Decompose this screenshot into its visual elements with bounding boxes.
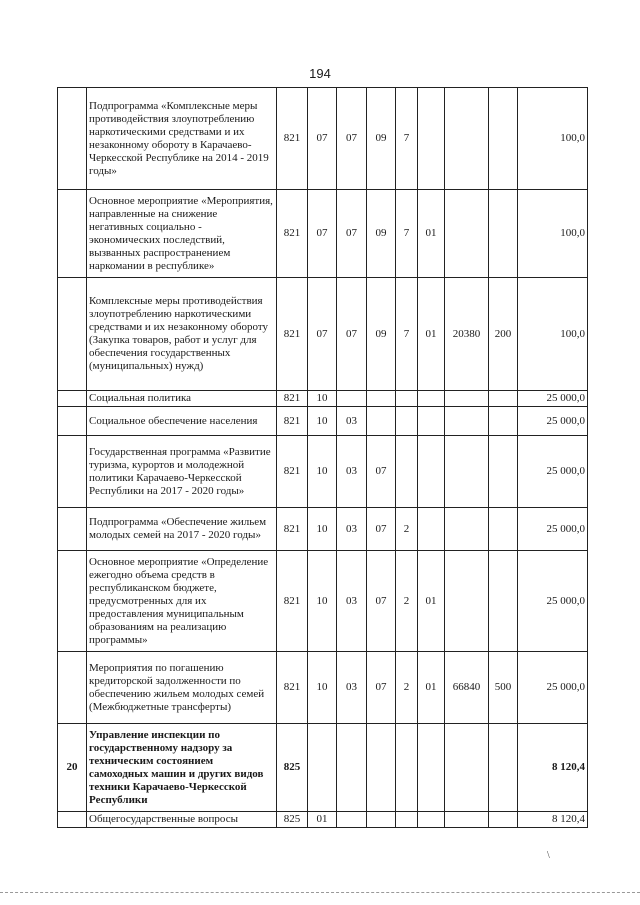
row-number	[58, 436, 87, 508]
expense-type-code	[489, 724, 518, 812]
row-number	[58, 508, 87, 551]
section-code: 10	[308, 508, 337, 551]
table-row	[58, 551, 588, 652]
amount: 25 000,0	[518, 551, 588, 652]
expense-type-code	[489, 88, 518, 190]
row-name: Мероприятия по погашению кредиторской задолженности по обеспечению жильем молодых семей (Межбюджетные трансферты)	[87, 652, 277, 724]
subprogram-code	[396, 391, 418, 407]
row-name: Управление инспекции по государственному надзору за техническим состоянием самоходных машин и других видов техники Карачаево-Черкесской Республики	[87, 724, 277, 812]
subprogram-code: 2	[396, 508, 418, 551]
activity-code: 01	[418, 652, 445, 724]
page-edge-line	[0, 892, 640, 893]
program-code	[367, 812, 396, 828]
section-code	[308, 724, 337, 812]
activity-code	[418, 391, 445, 407]
program-code: 09	[367, 278, 396, 391]
activity-code	[418, 508, 445, 551]
row-name: Государственная программа «Развитие туризма, курортов и молодежной политики Карачаево-Черкесской Республики на 2017 - 2020 годы»	[87, 436, 277, 508]
row-number	[58, 190, 87, 278]
ministry-code: 821	[277, 407, 308, 436]
section-code: 10	[308, 652, 337, 724]
ministry-code: 825	[277, 812, 308, 828]
table-row	[58, 407, 588, 436]
ministry-code: 821	[277, 278, 308, 391]
row-number	[58, 407, 87, 436]
subsection-code: 03	[337, 652, 367, 724]
direction-code: 66840	[445, 652, 489, 724]
row-name: Социальная политика	[87, 391, 277, 407]
table-row	[58, 724, 588, 812]
amount: 25 000,0	[518, 508, 588, 551]
amount: 25 000,0	[518, 436, 588, 508]
row-number	[58, 278, 87, 391]
ministry-code: 821	[277, 508, 308, 551]
ministry-code: 821	[277, 652, 308, 724]
direction-code	[445, 436, 489, 508]
subsection-code	[337, 724, 367, 812]
row-name: Подпрограмма «Обеспечение жильем молодых семей на 2017 - 2020 годы»	[87, 508, 277, 551]
section-code: 01	[308, 812, 337, 828]
expense-type-code	[489, 391, 518, 407]
program-code: 09	[367, 190, 396, 278]
amount: 25 000,0	[518, 391, 588, 407]
row-name: Подпрограмма «Комплексные меры противодействия злоупотреблению наркотическими средствами и их незаконному обороту в Карачаево-Черкесской Республике на 2014 - 2019 годы»	[87, 88, 277, 190]
activity-code	[418, 436, 445, 508]
activity-code: 01	[418, 190, 445, 278]
activity-code	[418, 407, 445, 436]
activity-code: 01	[418, 551, 445, 652]
program-code: 07	[367, 436, 396, 508]
activity-code	[418, 724, 445, 812]
table-row	[58, 278, 588, 391]
direction-code	[445, 190, 489, 278]
subprogram-code: 7	[396, 88, 418, 190]
section-code: 10	[308, 407, 337, 436]
subprogram-code	[396, 724, 418, 812]
section-code: 10	[308, 391, 337, 407]
direction-code	[445, 551, 489, 652]
subsection-code: 07	[337, 278, 367, 391]
section-code: 10	[308, 436, 337, 508]
expense-type-code: 200	[489, 278, 518, 391]
direction-code	[445, 407, 489, 436]
amount: 25 000,0	[518, 652, 588, 724]
page-number: 194	[309, 66, 331, 81]
row-number	[58, 652, 87, 724]
table-row	[58, 436, 588, 508]
expense-type-code	[489, 190, 518, 278]
program-code: 09	[367, 88, 396, 190]
ministry-code: 821	[277, 551, 308, 652]
row-name: Социальное обеспечение населения	[87, 407, 277, 436]
ministry-code: 821	[277, 436, 308, 508]
row-name: Основное мероприятие «Определение ежегодно объема средств в республиканском бюджете, предусмотренных для их предоставления муниципальным образованиям на реализацию программы»	[87, 551, 277, 652]
direction-code: 20380	[445, 278, 489, 391]
direction-code	[445, 812, 489, 828]
program-code	[367, 391, 396, 407]
subsection-code: 07	[337, 190, 367, 278]
program-code: 07	[367, 508, 396, 551]
table-row	[58, 88, 588, 190]
subsection-code	[337, 812, 367, 828]
program-code: 07	[367, 652, 396, 724]
table-row	[58, 508, 588, 551]
row-name: Общегосударственные вопросы	[87, 812, 277, 828]
expense-type-code	[489, 508, 518, 551]
subprogram-code: 2	[396, 551, 418, 652]
subsection-code: 07	[337, 88, 367, 190]
direction-code	[445, 724, 489, 812]
subprogram-code: 7	[396, 278, 418, 391]
section-code: 10	[308, 551, 337, 652]
row-number	[58, 551, 87, 652]
subsection-code: 03	[337, 551, 367, 652]
subsection-code: 03	[337, 508, 367, 551]
scan-mark: \	[547, 850, 550, 861]
expense-type-code: 500	[489, 652, 518, 724]
subsection-code: 03	[337, 436, 367, 508]
section-code: 07	[308, 190, 337, 278]
expense-type-code	[489, 407, 518, 436]
section-code: 07	[308, 88, 337, 190]
subsection-code: 03	[337, 407, 367, 436]
table-row	[58, 652, 588, 724]
expense-type-code	[489, 812, 518, 828]
row-number	[58, 88, 87, 190]
subprogram-code	[396, 436, 418, 508]
program-code: 07	[367, 551, 396, 652]
row-number: 20	[58, 724, 87, 812]
direction-code	[445, 88, 489, 190]
direction-code	[445, 391, 489, 407]
program-code	[367, 724, 396, 812]
subprogram-code: 2	[396, 652, 418, 724]
budget-table	[57, 87, 588, 828]
table-row	[58, 190, 588, 278]
subprogram-code	[396, 812, 418, 828]
amount: 8 120,4	[518, 724, 588, 812]
amount: 100,0	[518, 190, 588, 278]
ministry-code: 821	[277, 88, 308, 190]
direction-code	[445, 508, 489, 551]
activity-code: 01	[418, 278, 445, 391]
ministry-code: 825	[277, 724, 308, 812]
row-name: Основное мероприятие «Мероприятия, направленные на снижение негативных социально - экономических последствий, вызванных распространением наркомании в республике»	[87, 190, 277, 278]
ministry-code: 821	[277, 190, 308, 278]
activity-code	[418, 88, 445, 190]
row-name: Комплексные меры противодействия злоупотреблению наркотическими средствами и их незаконному обороту (Закупка товаров, работ и услуг для обеспечения государственных (муниципальных) нужд)	[87, 278, 277, 391]
amount: 25 000,0	[518, 407, 588, 436]
subprogram-code	[396, 407, 418, 436]
amount: 100,0	[518, 88, 588, 190]
ministry-code: 821	[277, 391, 308, 407]
program-code	[367, 407, 396, 436]
activity-code	[418, 812, 445, 828]
row-number	[58, 812, 87, 828]
section-code: 07	[308, 278, 337, 391]
amount: 8 120,4	[518, 812, 588, 828]
table-row	[58, 812, 588, 828]
row-number	[58, 391, 87, 407]
expense-type-code	[489, 551, 518, 652]
subprogram-code: 7	[396, 190, 418, 278]
amount: 100,0	[518, 278, 588, 391]
subsection-code	[337, 391, 367, 407]
expense-type-code	[489, 436, 518, 508]
table-row	[58, 391, 588, 407]
